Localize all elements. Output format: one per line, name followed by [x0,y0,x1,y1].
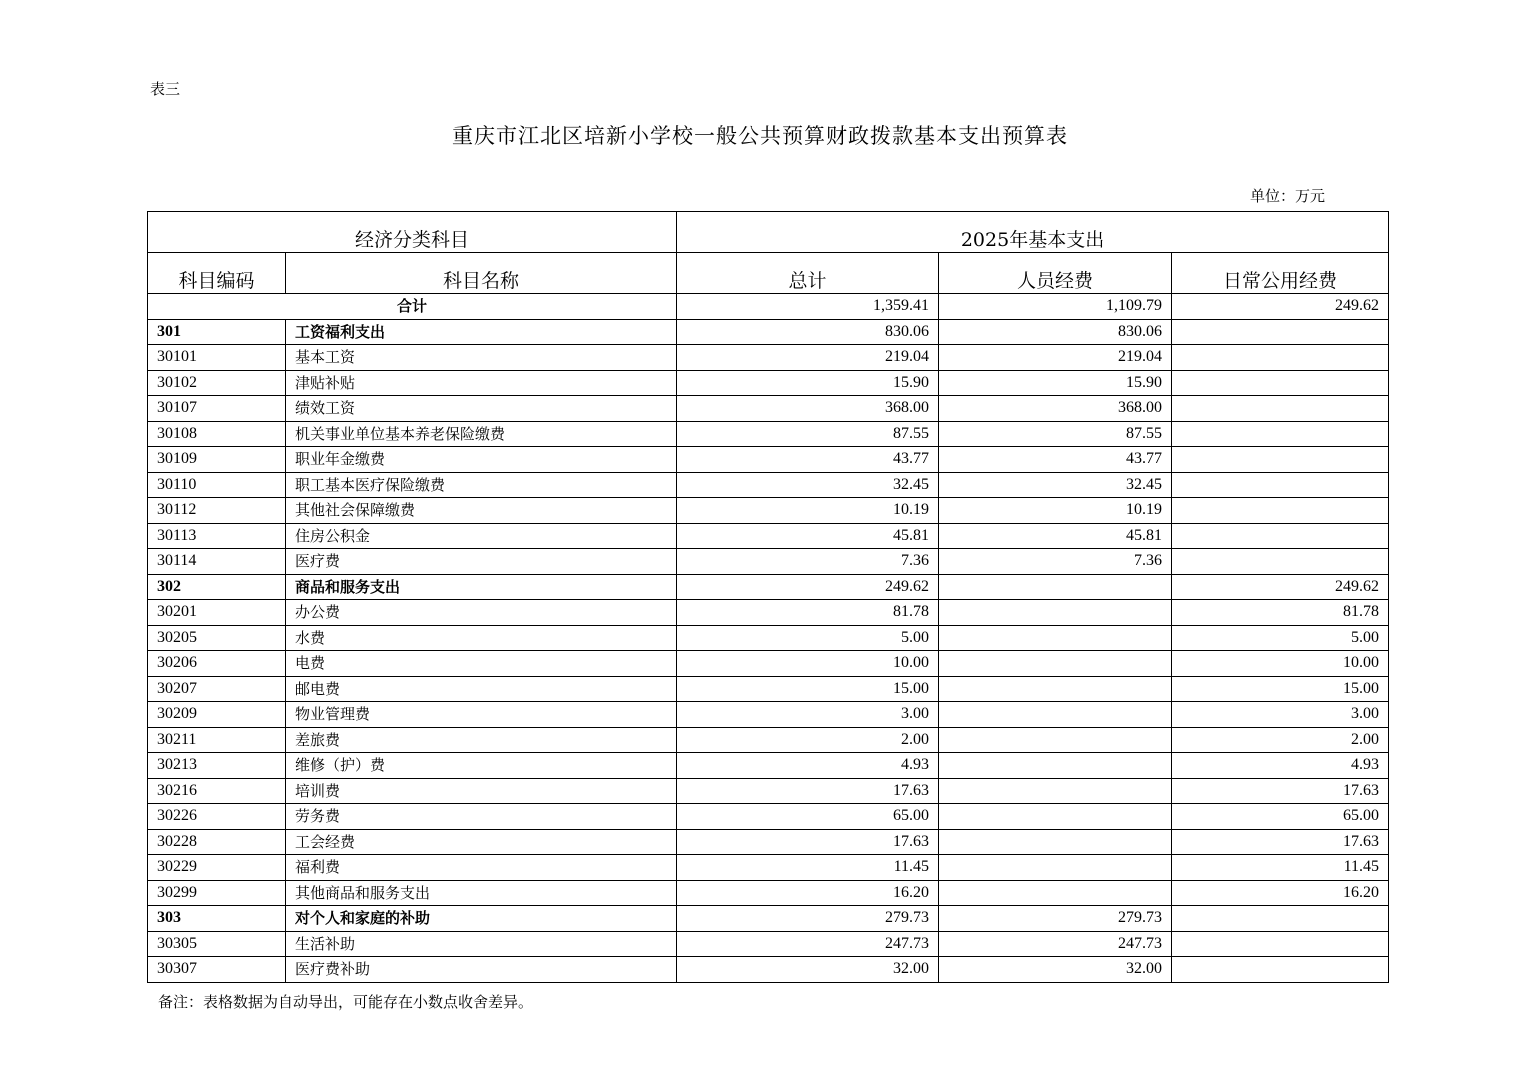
cell-total: 3.00 [677,702,939,728]
table-row [148,804,1389,830]
cell-public: 249.62 [1172,574,1389,600]
cell-public: 16.20 [1172,880,1389,906]
budget-table [147,211,1389,983]
column-header-total: 总计 [677,253,939,294]
cell-personnel [939,753,1172,779]
cell-personnel [939,778,1172,804]
column-header-personnel: 人员经费 [939,253,1172,294]
cell-total: 11.45 [677,855,939,881]
cell-name: 水费 [286,625,677,651]
cell-name: 办公费 [286,600,677,626]
table-row [148,396,1389,422]
cell-code: 30229 [148,855,286,881]
cell-name: 职工基本医疗保险缴费 [286,472,677,498]
header-economic-classification: 经济分类科目 [148,212,677,253]
cell-name: 电费 [286,651,677,677]
header-basic-expenditure: 2025年基本支出 [677,212,1389,253]
cell-name: 物业管理费 [286,702,677,728]
cell-name: 住房公积金 [286,523,677,549]
cell-code: 30114 [148,549,286,575]
table-group-row [148,906,1389,932]
cell-code: 301 [148,319,286,345]
table-label: 表三 [150,80,181,98]
cell-code: 30305 [148,931,286,957]
cell-name: 其他社会保障缴费 [286,498,677,524]
cell-personnel: 247.73 [939,931,1172,957]
cell-personnel [939,702,1172,728]
cell-code: 30226 [148,804,286,830]
cell-personnel [939,880,1172,906]
table-row [148,829,1389,855]
table-row [148,702,1389,728]
cell-personnel [939,600,1172,626]
cell-total: 5.00 [677,625,939,651]
cell-code: 30207 [148,676,286,702]
cell-code: 30206 [148,651,286,677]
page-title: 重庆市江北区培新小学校一般公共预算财政拨款基本支出预算表 [452,124,1068,148]
cell-public: 3.00 [1172,702,1389,728]
cell-total: 45.81 [677,523,939,549]
cell-total: 279.73 [677,906,939,932]
cell-name: 培训费 [286,778,677,804]
cell-personnel [939,727,1172,753]
cell-name: 职业年金缴费 [286,447,677,473]
cell-code: 30109 [148,447,286,473]
cell-code: 30211 [148,727,286,753]
table-row [148,549,1389,575]
cell-name: 医疗费 [286,549,677,575]
total-public: 249.62 [1172,294,1389,320]
table-group-row [148,574,1389,600]
table-row [148,880,1389,906]
table-row [148,421,1389,447]
cell-code: 30228 [148,829,286,855]
cell-personnel: 32.45 [939,472,1172,498]
cell-name: 维修（护）费 [286,753,677,779]
table-row [148,625,1389,651]
cell-total: 17.63 [677,829,939,855]
cell-code: 30110 [148,472,286,498]
cell-name: 商品和服务支出 [286,574,677,600]
cell-public [1172,421,1389,447]
cell-personnel: 7.36 [939,549,1172,575]
cell-code: 30209 [148,702,286,728]
cell-total: 247.73 [677,931,939,957]
cell-public [1172,447,1389,473]
cell-public [1172,931,1389,957]
cell-total: 10.19 [677,498,939,524]
cell-total: 65.00 [677,804,939,830]
cell-public: 81.78 [1172,600,1389,626]
cell-code: 30112 [148,498,286,524]
cell-public [1172,370,1389,396]
cell-total: 4.93 [677,753,939,779]
table-row [148,447,1389,473]
column-header-public: 日常公用经费 [1172,253,1389,294]
cell-code: 30102 [148,370,286,396]
total-sum: 1,359.41 [677,294,939,320]
header-row-group [148,212,1389,253]
cell-public: 15.00 [1172,676,1389,702]
cell-code: 30101 [148,345,286,371]
table-row [148,753,1389,779]
cell-personnel [939,855,1172,881]
unit-label: 单位：万元 [1250,187,1326,205]
table-row [148,778,1389,804]
cell-total: 17.63 [677,778,939,804]
cell-public: 17.63 [1172,778,1389,804]
cell-personnel [939,829,1172,855]
cell-personnel: 87.55 [939,421,1172,447]
table-row [148,727,1389,753]
cell-total: 15.90 [677,370,939,396]
total-row [148,294,1389,320]
total-label: 合计 [148,294,677,320]
cell-total: 219.04 [677,345,939,371]
cell-total: 368.00 [677,396,939,422]
table-group-row [148,319,1389,345]
table-row [148,651,1389,677]
cell-public [1172,472,1389,498]
cell-name: 对个人和家庭的补助 [286,906,677,932]
cell-personnel: 279.73 [939,906,1172,932]
cell-personnel [939,651,1172,677]
cell-name: 其他商品和服务支出 [286,880,677,906]
cell-name: 差旅费 [286,727,677,753]
cell-total: 32.00 [677,957,939,983]
cell-public [1172,498,1389,524]
cell-name: 医疗费补助 [286,957,677,983]
cell-total: 15.00 [677,676,939,702]
table-row [148,676,1389,702]
budget-table-body [148,212,1389,983]
cell-personnel: 10.19 [939,498,1172,524]
cell-code: 30113 [148,523,286,549]
cell-total: 249.62 [677,574,939,600]
cell-total: 7.36 [677,549,939,575]
table-row [148,855,1389,881]
cell-total: 16.20 [677,880,939,906]
table-row [148,523,1389,549]
table-row [148,370,1389,396]
cell-code: 302 [148,574,286,600]
table-row [148,472,1389,498]
cell-public [1172,523,1389,549]
column-header-name: 科目名称 [286,253,677,294]
cell-total: 10.00 [677,651,939,677]
table-row [148,931,1389,957]
cell-personnel: 830.06 [939,319,1172,345]
cell-code: 30201 [148,600,286,626]
cell-public: 5.00 [1172,625,1389,651]
cell-public: 10.00 [1172,651,1389,677]
cell-personnel [939,574,1172,600]
cell-code: 30216 [148,778,286,804]
column-header-code: 科目编码 [148,253,286,294]
cell-name: 基本工资 [286,345,677,371]
cell-code: 30205 [148,625,286,651]
cell-name: 工资福利支出 [286,319,677,345]
cell-personnel: 15.90 [939,370,1172,396]
cell-personnel: 219.04 [939,345,1172,371]
header-row-columns [148,253,1389,294]
cell-code: 30307 [148,957,286,983]
cell-public: 11.45 [1172,855,1389,881]
cell-code: 30108 [148,421,286,447]
cell-personnel [939,676,1172,702]
cell-personnel: 32.00 [939,957,1172,983]
cell-public [1172,319,1389,345]
cell-name: 津贴补贴 [286,370,677,396]
cell-total: 43.77 [677,447,939,473]
cell-personnel: 368.00 [939,396,1172,422]
cell-public: 2.00 [1172,727,1389,753]
cell-public: 17.63 [1172,829,1389,855]
cell-name: 福利费 [286,855,677,881]
cell-name: 绩效工资 [286,396,677,422]
cell-name: 劳务费 [286,804,677,830]
cell-code: 303 [148,906,286,932]
cell-total: 2.00 [677,727,939,753]
cell-public [1172,396,1389,422]
cell-name: 邮电费 [286,676,677,702]
cell-code: 30107 [148,396,286,422]
cell-public [1172,906,1389,932]
cell-name: 机关事业单位基本养老保险缴费 [286,421,677,447]
cell-code: 30299 [148,880,286,906]
cell-public [1172,345,1389,371]
footnote: 备注：表格数据为自动导出，可能存在小数点收舍差异。 [158,993,534,1011]
table-row [148,957,1389,983]
cell-total: 830.06 [677,319,939,345]
cell-total: 87.55 [677,421,939,447]
cell-total: 32.45 [677,472,939,498]
cell-total: 81.78 [677,600,939,626]
total-personnel: 1,109.79 [939,294,1172,320]
table-row [148,498,1389,524]
cell-name: 工会经费 [286,829,677,855]
cell-personnel [939,625,1172,651]
cell-personnel: 45.81 [939,523,1172,549]
cell-name: 生活补助 [286,931,677,957]
cell-code: 30213 [148,753,286,779]
cell-personnel [939,804,1172,830]
cell-personnel: 43.77 [939,447,1172,473]
cell-public: 65.00 [1172,804,1389,830]
table-row [148,600,1389,626]
table-row [148,345,1389,371]
cell-public: 4.93 [1172,753,1389,779]
cell-public [1172,957,1389,983]
cell-public [1172,549,1389,575]
